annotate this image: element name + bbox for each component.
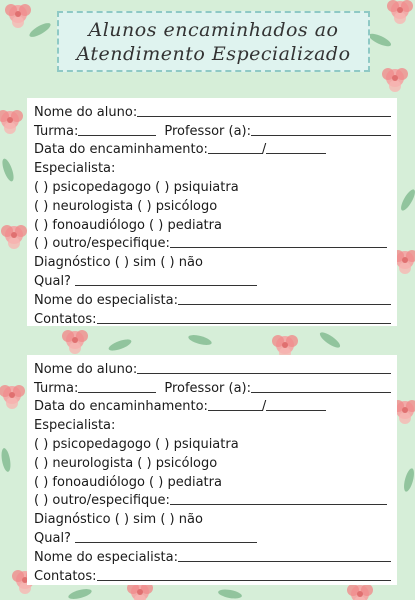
option-fonoaudiologo[interactable] — [34, 214, 397, 233]
field-qual[interactable] — [75, 273, 257, 286]
title-line-1: Alunos encaminhados ao — [88, 18, 339, 41]
field-outro[interactable] — [170, 492, 387, 505]
field-outro[interactable] — [170, 235, 387, 248]
row-nome-aluno — [34, 358, 397, 377]
row-qual — [34, 270, 397, 289]
label-data: Data do encaminhamento: — [34, 142, 208, 158]
label-nome-aluno: Nome do aluno: — [34, 104, 138, 120]
label-especialista: Especialista: — [34, 418, 116, 434]
row-nome-aluno — [34, 101, 397, 120]
label-opt-psicopedagogo: ( ) psicopedagogo ( ) psiquiatra — [34, 436, 239, 452]
label-data: Data do encaminhamento: — [34, 399, 208, 415]
label-opt-outro: ( ) outro/especifique: — [34, 493, 170, 509]
field-data-2[interactable] — [266, 141, 326, 154]
label-qual: Qual? — [34, 273, 71, 289]
label-professor: Professor (a): — [164, 123, 252, 139]
field-nome-especialista[interactable] — [178, 292, 391, 305]
option-psicopedagogo[interactable] — [34, 433, 397, 452]
option-neurologista[interactable] — [34, 452, 397, 471]
label-opt-fonoaudiologo: ( ) fonoaudiólogo ( ) pediatra — [34, 217, 222, 233]
label-professor: Professor (a): — [164, 380, 252, 396]
date-separator: / — [261, 142, 267, 158]
row-nome-especialista — [34, 546, 397, 565]
field-data-1[interactable] — [208, 141, 262, 154]
option-fonoaudiologo[interactable] — [34, 471, 397, 490]
label-qual: Qual? — [34, 530, 71, 546]
field-turma[interactable] — [78, 123, 156, 136]
field-professor[interactable] — [251, 380, 391, 393]
label-opt-fonoaudiologo: ( ) fonoaudiólogo ( ) pediatra — [34, 474, 222, 490]
label-opt-neurologista: ( ) neurologista ( ) psicólogo — [34, 455, 218, 471]
row-contatos — [34, 308, 397, 327]
label-opt-neurologista: ( ) neurologista ( ) psicólogo — [34, 198, 218, 214]
row-qual — [34, 527, 397, 546]
option-diagnostico[interactable] — [34, 251, 397, 270]
referral-form-1 — [27, 98, 397, 326]
field-contatos[interactable] — [97, 568, 391, 581]
label-diagnostico: Diagnóstico ( ) sim ( ) não — [34, 512, 203, 528]
field-nome-aluno[interactable] — [137, 104, 391, 117]
label-contatos: Contatos: — [34, 311, 97, 327]
label-nome-especialista: Nome do especialista: — [34, 292, 178, 308]
field-nome-especialista[interactable] — [178, 549, 391, 562]
row-contatos — [34, 565, 397, 584]
date-separator: / — [261, 399, 267, 415]
field-qual[interactable] — [75, 530, 257, 543]
label-diagnostico: Diagnóstico ( ) sim ( ) não — [34, 255, 203, 271]
option-outro[interactable] — [34, 490, 397, 509]
label-turma: Turma: — [34, 380, 79, 396]
row-turma — [34, 377, 397, 396]
label-opt-psicopedagogo: ( ) psicopedagogo ( ) psiquiatra — [34, 179, 239, 195]
field-professor[interactable] — [251, 123, 391, 136]
row-data — [34, 139, 397, 158]
label-opt-outro: ( ) outro/especifique: — [34, 236, 170, 252]
label-turma: Turma: — [34, 123, 79, 139]
option-diagnostico[interactable] — [34, 508, 397, 527]
field-nome-aluno[interactable] — [137, 361, 391, 374]
option-outro[interactable] — [34, 233, 397, 252]
field-turma[interactable] — [78, 380, 156, 393]
field-data-2[interactable] — [266, 398, 326, 411]
option-psicopedagogo[interactable] — [34, 176, 397, 195]
row-data — [34, 396, 397, 415]
label-contatos: Contatos: — [34, 568, 97, 584]
row-turma — [34, 120, 397, 139]
label-nome-especialista: Nome do especialista: — [34, 549, 178, 565]
label-especialista: Especialista: — [34, 161, 116, 177]
label-nome-aluno: Nome do aluno: — [34, 361, 138, 377]
option-neurologista[interactable] — [34, 195, 397, 214]
row-especialista — [34, 414, 397, 433]
title-line-2: Atendimento Especializado — [76, 42, 351, 65]
field-data-1[interactable] — [208, 398, 262, 411]
title-box — [57, 11, 370, 72]
row-nome-especialista — [34, 289, 397, 308]
row-especialista — [34, 157, 397, 176]
field-contatos[interactable] — [97, 311, 391, 324]
referral-form-2 — [27, 355, 397, 585]
